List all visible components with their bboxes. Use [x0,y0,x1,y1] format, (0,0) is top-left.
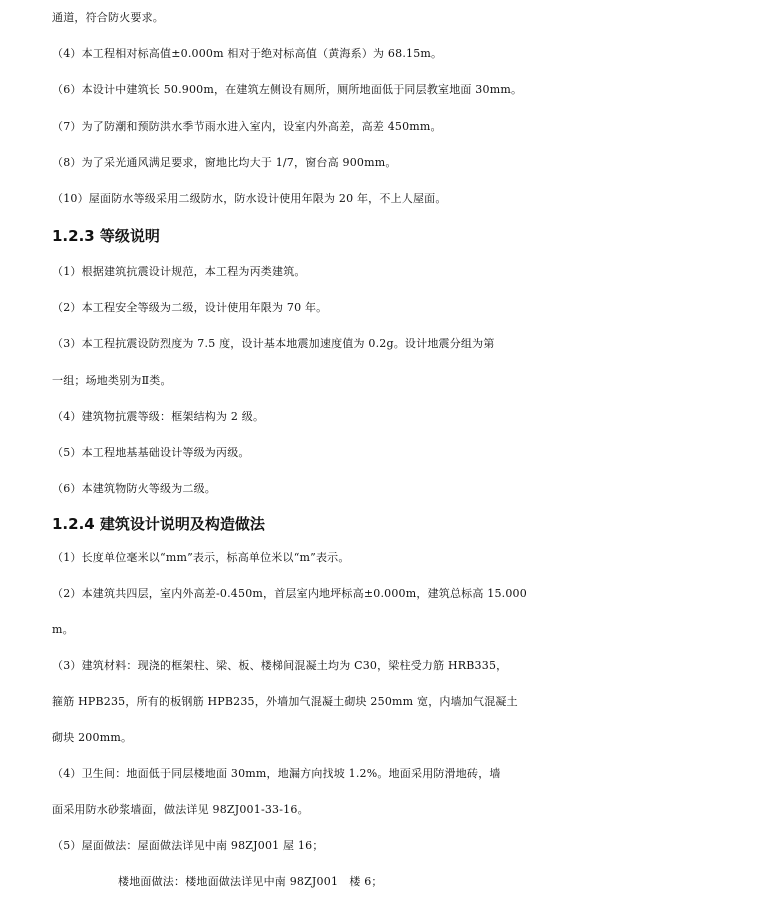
text-line: （4）建筑物抗震等级：框架结构为 2 级。 [52,410,265,423]
text-line: （2）本建筑共四层，室内外高差-0.450m，首层室内地坪标高±0.000m，建筑总标高 15.000 [52,587,527,600]
text-line: （3）建筑材料：现浇的框架柱、梁、板、楼梯间混凝土均为 C30，梁柱受力筋 HRB335， [52,659,508,672]
text-line: （2）本工程安全等级为二级，设计使用年限为 70 年。 [52,301,328,314]
text-line: （5）屋面做法：屋面做法详见中南 98ZJ001 屋 16； [52,839,324,852]
text-line: （4）卫生间：地面低于同层楼地面 30mm，地漏方向找坡 1.2%。地面采用防滑地砖，墙 [52,767,501,780]
text-line: 通道，符合防火要求。 [52,11,164,24]
text-line: （10）屋面防水等级采用二级防水，防水设计使用年限为 20 年，不上人屋面。 [52,192,447,205]
text-line: 砌块 200mm。 [52,731,133,744]
text-line: （6）本建筑物防火等级为二级。 [52,482,216,495]
text-line: 一组；场地类别为Ⅱ类。 [52,374,172,387]
text-line: （1）长度单位毫米以“mm”表示，标高单位米以“m”表示。 [52,551,350,564]
text-line: （5）本工程地基基础设计等级为丙级。 [52,446,250,459]
text-line: （3）本工程抗震设防烈度为 7.5 度，设计基本地震加速度值为 0.2g。设计地震分组为第 [52,337,495,350]
section-heading: 1.2.3 等级说明 [52,227,160,245]
text-line: （7）为了防潮和预防洪水季节雨水进入室内，设室内外高差，高差 450mm。 [52,120,442,133]
text-line: 箍筋 HPB235，所有的板钢筋 HPB235，外墙加气混凝土砌块 250mm 宽，内墙加气混凝土 [52,695,518,708]
text-line: （8）为了采光通风满足要求，窗地比均大于 1/7，窗台高 900mm。 [52,156,397,169]
text-line: （6）本设计中建筑长 50.900m，在建筑左侧设有厕所，厕所地面低于同层教室地面 30mm。 [52,83,523,96]
text-line: m。 [52,623,74,636]
section-heading: 1.2.4 建筑设计说明及构造做法 [52,515,265,533]
text-line: 面采用防水砂浆墙面，做法详见 98ZJ001-33-16。 [52,803,309,816]
text-line: （1）根据建筑抗震设计规范，本工程为丙类建筑。 [52,265,306,278]
text-line: 楼地面做法：楼地面做法详见中南 98ZJ001 楼 6； [118,875,383,888]
text-line: （4）本工程相对标高值±0.000m 相对于绝对标高值（黄海系）为 68.15m。 [52,47,443,60]
